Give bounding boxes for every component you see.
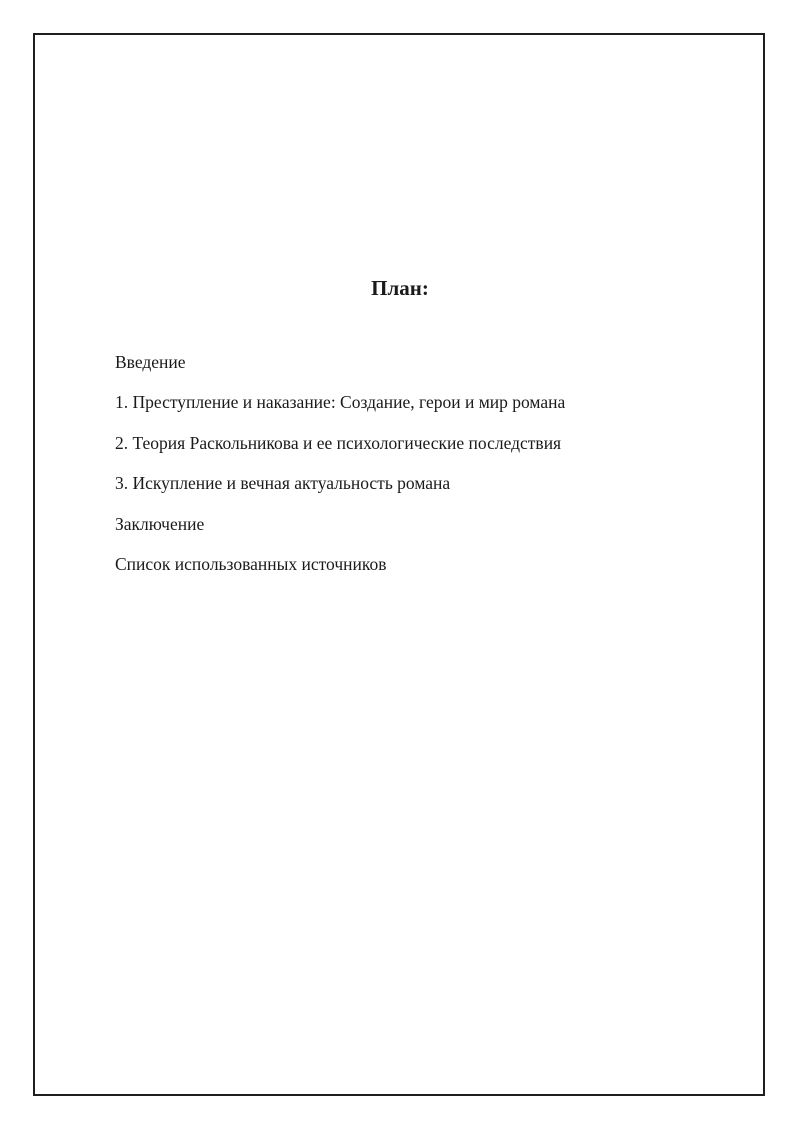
toc-item-references: Список использованных источников xyxy=(115,553,387,574)
toc-item-conclusion: Заключение xyxy=(115,513,205,534)
toc-item-chapter-1: 1. Преступление и наказание: Создание, герои и мир романа xyxy=(115,392,566,413)
toc-item-chapter-3: 3. Искупление и вечная актуальность романа xyxy=(115,473,451,494)
toc-item-introduction: Введение xyxy=(115,352,186,372)
page-title: План: xyxy=(371,276,429,300)
table-of-contents xyxy=(115,352,565,594)
toc-item-chapter-2: 2. Теория Раскольникова и ее психологические последствия xyxy=(115,432,562,453)
